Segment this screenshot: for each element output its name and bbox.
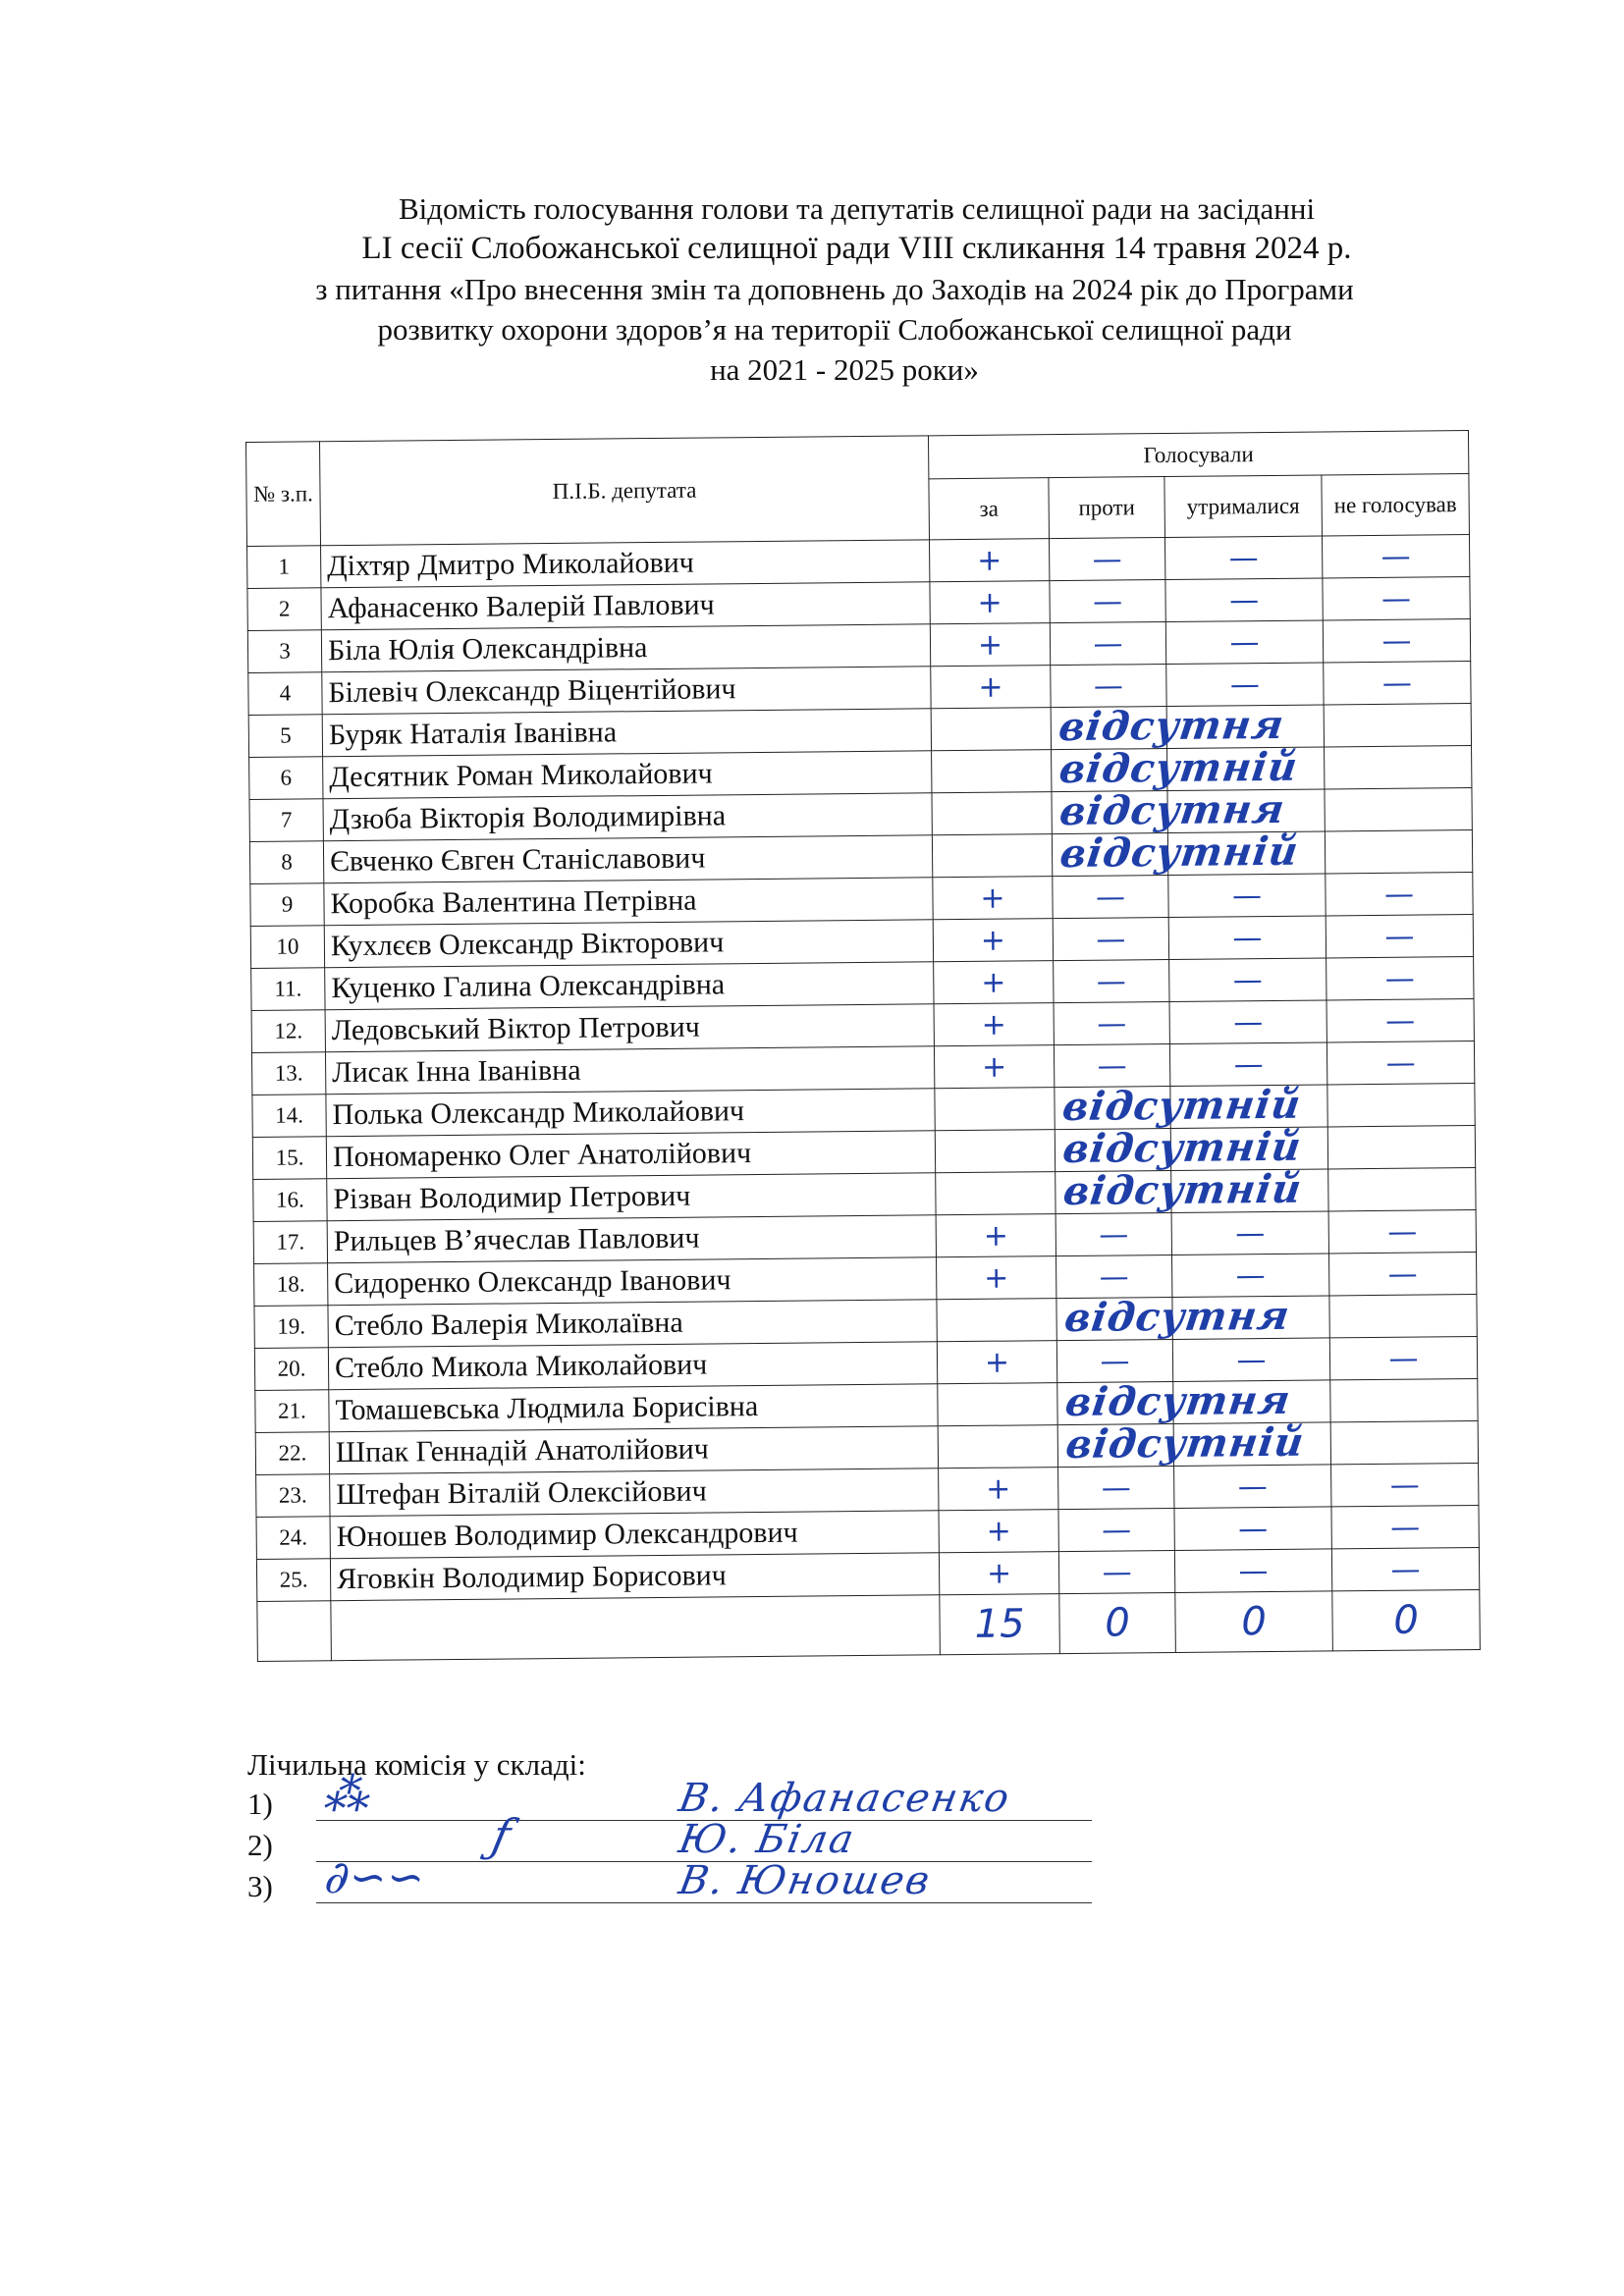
row-number: 13. [251, 1052, 325, 1095]
signature-mark: ⁂ [320, 1768, 377, 1821]
vote-abstained: — [1166, 663, 1324, 707]
vote-for [938, 1418, 1308, 1468]
vote-for [938, 1376, 1294, 1426]
vote-for [932, 743, 1301, 793]
vote-for: + [936, 1214, 1056, 1257]
deputy-name: Томашевська Людмила Борисівна [329, 1384, 938, 1432]
deputy-name: Сидоренко Олександр Іванович [328, 1257, 937, 1306]
row-number: 25. [256, 1559, 330, 1602]
vote-for: + [934, 1045, 1054, 1089]
vote-for [935, 1081, 1304, 1131]
member-index: 3) [247, 1869, 273, 1903]
table-body [247, 535, 1480, 1602]
header-for: за [929, 478, 1050, 540]
title-line-5: на 2021 - 2025 роки» [710, 352, 979, 387]
vote-for: + [931, 666, 1051, 709]
vote-for: + [937, 1341, 1056, 1384]
total-not-voted: 0 [1332, 1589, 1481, 1650]
deputy-name: Буряк Наталія Іванівна [322, 709, 931, 757]
header-abstained: утрималися [1164, 475, 1323, 538]
vote-not-voted: — [1322, 535, 1469, 578]
member-index: 2) [247, 1828, 273, 1862]
row-number: 5 [248, 715, 322, 758]
member-signed-name: Ю. Біла [675, 1817, 859, 1862]
vote-abstained: — [1172, 1338, 1329, 1382]
vote-for: + [939, 1468, 1058, 1511]
commission-member-3 [247, 1850, 1092, 1908]
vote-not-voted [1325, 788, 1472, 831]
counting-commission [247, 1745, 1092, 1908]
title-line-2: LI сесії Слобожанської селищної ради VIII скликання 14 травня 2024 р. [361, 231, 1352, 266]
vote-against: — [1056, 1255, 1172, 1298]
deputy-name: Рильцев В’ячеслав Павлович [327, 1215, 936, 1263]
vote-for: + [939, 1510, 1058, 1553]
deputy-name: Діхтяр Дмитро Миколайович [321, 540, 930, 588]
deputy-name: Різван Володимир Петрович [327, 1173, 936, 1221]
vote-abstained: — [1165, 578, 1323, 622]
commission-label: Лічильна комісія у складі: [247, 1747, 586, 1782]
deputy-name: Куценко Галина Олександрівна [325, 962, 934, 1010]
absent-note: відсутня [1061, 1292, 1293, 1342]
vote-against: — [1056, 1339, 1172, 1382]
vote-not-voted: — [1326, 957, 1474, 1000]
vote-for [936, 1165, 1305, 1215]
vote-abstained: — [1171, 1254, 1328, 1298]
vote-for: + [933, 877, 1053, 920]
document-title [245, 188, 1424, 390]
vote-abstained: — [1165, 620, 1323, 665]
vote-for: + [937, 1256, 1056, 1300]
vote-for [932, 828, 1302, 878]
absent-note: відсутня [1056, 785, 1288, 835]
vote-against: — [1050, 580, 1165, 623]
row-number: 11. [251, 968, 325, 1011]
deputy-name: Ледовський Віктор Петрович [325, 1004, 934, 1052]
deputy-name: Євченко Євген Станіславович [323, 835, 932, 883]
vote-not-voted [1327, 1084, 1475, 1127]
signature-line [316, 1902, 1092, 1903]
vote-for [935, 1123, 1305, 1173]
vote-not-voted [1330, 1378, 1478, 1421]
vote-for: + [929, 539, 1049, 582]
deputy-name: Дзюба Вікторія Володимирівна [323, 793, 932, 841]
vote-not-voted: — [1326, 873, 1473, 916]
vote-not-voted [1330, 1420, 1478, 1464]
voting-table [245, 430, 1481, 1662]
row-number: 2 [247, 588, 321, 631]
row-number: 14. [252, 1095, 326, 1138]
deputy-name: Коробка Валентина Петрівна [324, 878, 933, 926]
absent-note: відсутня [1056, 701, 1287, 751]
row-number: 9 [250, 883, 324, 927]
vote-against: — [1054, 959, 1169, 1002]
member-signed-name: В. Афанасенко [675, 1776, 1014, 1821]
absent-note: відсутній [1060, 1165, 1305, 1215]
vote-against: — [1058, 1508, 1174, 1551]
row-number: 8 [249, 841, 323, 884]
vote-against: — [1054, 1043, 1169, 1087]
deputy-name: Десятник Роман Миколайович [323, 751, 932, 799]
deputy-name: Біла Юлія Олександрівна [321, 624, 930, 672]
vote-not-voted: — [1326, 999, 1474, 1042]
vote-for [937, 1292, 1293, 1342]
header-not-voted: не голосував [1322, 474, 1470, 536]
total-for: 15 [940, 1594, 1060, 1655]
header-name: П.І.Б. депутата [320, 436, 930, 546]
vote-for: + [930, 623, 1050, 667]
vote-abstained: — [1168, 916, 1326, 960]
vote-not-voted: — [1326, 915, 1473, 958]
absent-note: відсутній [1059, 1081, 1304, 1131]
totals-row [257, 1589, 1481, 1661]
vote-abstained: — [1174, 1507, 1331, 1551]
deputy-name: Штефан Віталій Олексійович [330, 1468, 939, 1517]
row-number: 6 [249, 757, 323, 800]
title-line-4: розвитку охорони здоров’я на території Слобожанської селищної ради [377, 312, 1292, 347]
deputy-name: Стебло Валерія Миколаївна [328, 1300, 937, 1348]
title-line-1: Відомість голосування голови та депутатів селищної ради на засіданні [398, 191, 1316, 226]
vote-for [931, 701, 1287, 751]
total-against: 0 [1059, 1592, 1176, 1653]
header-voted: Голосували [928, 431, 1468, 479]
row-number: 16. [253, 1179, 327, 1222]
absent-note: відсутній [1059, 1123, 1305, 1173]
vote-for [932, 785, 1288, 835]
row-number: 17. [253, 1221, 327, 1264]
vote-abstained: — [1171, 1211, 1328, 1255]
vote-abstained: — [1174, 1465, 1331, 1509]
absent-note: відсутня [1062, 1376, 1294, 1426]
row-number: 23. [256, 1474, 330, 1518]
row-number: 7 [249, 799, 323, 842]
absent-note: відсутній [1056, 828, 1302, 878]
signature-mark: ∂∽∽ [320, 1850, 431, 1903]
vote-against: — [1051, 665, 1166, 708]
vote-not-voted: — [1331, 1505, 1479, 1548]
row-number: 21. [255, 1390, 329, 1433]
vote-against: — [1053, 875, 1168, 918]
vote-not-voted: — [1329, 1337, 1477, 1380]
vote-abstained: — [1174, 1549, 1331, 1593]
vote-not-voted [1324, 704, 1471, 747]
row-number: 22. [255, 1432, 329, 1475]
vote-not-voted: — [1331, 1547, 1479, 1590]
vote-abstained: — [1169, 1000, 1326, 1044]
deputy-name: Юношев Володимир Олександрович [330, 1511, 939, 1559]
row-number: 18. [254, 1263, 328, 1307]
deputy-name: Полька Олександр Миколайович [326, 1089, 935, 1137]
deputy-name: Лисак Інна Іванівна [325, 1046, 934, 1095]
member-index: 1) [247, 1787, 273, 1821]
deputy-name: Кухлєєв Олександр Вікторович [324, 920, 933, 968]
vote-not-voted: — [1331, 1463, 1479, 1506]
vote-not-voted: — [1328, 1210, 1476, 1254]
title-line-3: з питання «Про внесення змін та доповнень до Заходів на 2024 рік до Програми [315, 272, 1354, 306]
row-number: 3 [247, 630, 321, 673]
vote-not-voted: — [1323, 619, 1470, 663]
deputy-name: Білевіч Олександр Віцентійович [322, 667, 931, 715]
row-number: 15. [252, 1137, 326, 1180]
vote-against: — [1058, 1550, 1174, 1593]
vote-against: — [1054, 1001, 1169, 1044]
vote-not-voted [1327, 1126, 1475, 1169]
vote-for: + [930, 581, 1050, 624]
absent-note: відсутній [1062, 1418, 1308, 1468]
row-number: 4 [248, 672, 322, 716]
totals-empty-num [257, 1601, 332, 1662]
deputy-name: Афанасенко Валерій Павлович [321, 582, 930, 630]
row-number: 1 [247, 546, 321, 589]
vote-abstained: — [1168, 874, 1326, 918]
vote-against: — [1049, 538, 1164, 581]
header-number: № з.п. [246, 442, 321, 547]
vote-not-voted: — [1324, 662, 1471, 705]
vote-for: + [934, 961, 1054, 1004]
vote-for: + [939, 1552, 1058, 1595]
deputy-name: Шпак Геннадій Анатолійович [329, 1426, 938, 1474]
signature-mark: ƒ [487, 1809, 515, 1862]
row-number: 20. [254, 1348, 328, 1391]
deputy-name: Яговкін Володимир Борисович [330, 1553, 939, 1601]
row-number: 19. [254, 1306, 328, 1349]
totals-empty-name [331, 1595, 941, 1661]
deputy-name: Стебло Микола Миколайович [328, 1342, 937, 1390]
vote-against: — [1056, 1212, 1171, 1255]
vote-not-voted [1328, 1168, 1476, 1211]
vote-not-voted [1329, 1295, 1477, 1338]
vote-not-voted: — [1323, 577, 1470, 620]
vote-against: — [1053, 917, 1168, 960]
commission-member-1 [247, 1768, 1092, 1826]
vote-not-voted: — [1326, 1041, 1474, 1085]
vote-against: — [1058, 1466, 1174, 1509]
row-number: 24. [256, 1517, 330, 1560]
header-against: проти [1049, 477, 1165, 539]
vote-not-voted [1325, 746, 1472, 789]
vote-abstained: — [1164, 536, 1322, 580]
row-number: 12. [251, 1010, 325, 1053]
vote-for: + [934, 1003, 1054, 1046]
vote-not-voted [1325, 830, 1472, 874]
member-signed-name: В. Юношев [675, 1858, 935, 1903]
total-abstained: 0 [1175, 1591, 1333, 1653]
absent-note: відсутній [1056, 743, 1301, 793]
vote-for: + [933, 919, 1053, 962]
vote-abstained: — [1169, 958, 1326, 1002]
row-number: 10 [250, 926, 324, 969]
deputy-name: Пономаренко Олег Анатолійович [326, 1131, 935, 1179]
vote-against: — [1050, 622, 1165, 666]
vote-not-voted: — [1328, 1253, 1476, 1296]
vote-abstained: — [1169, 1042, 1326, 1087]
